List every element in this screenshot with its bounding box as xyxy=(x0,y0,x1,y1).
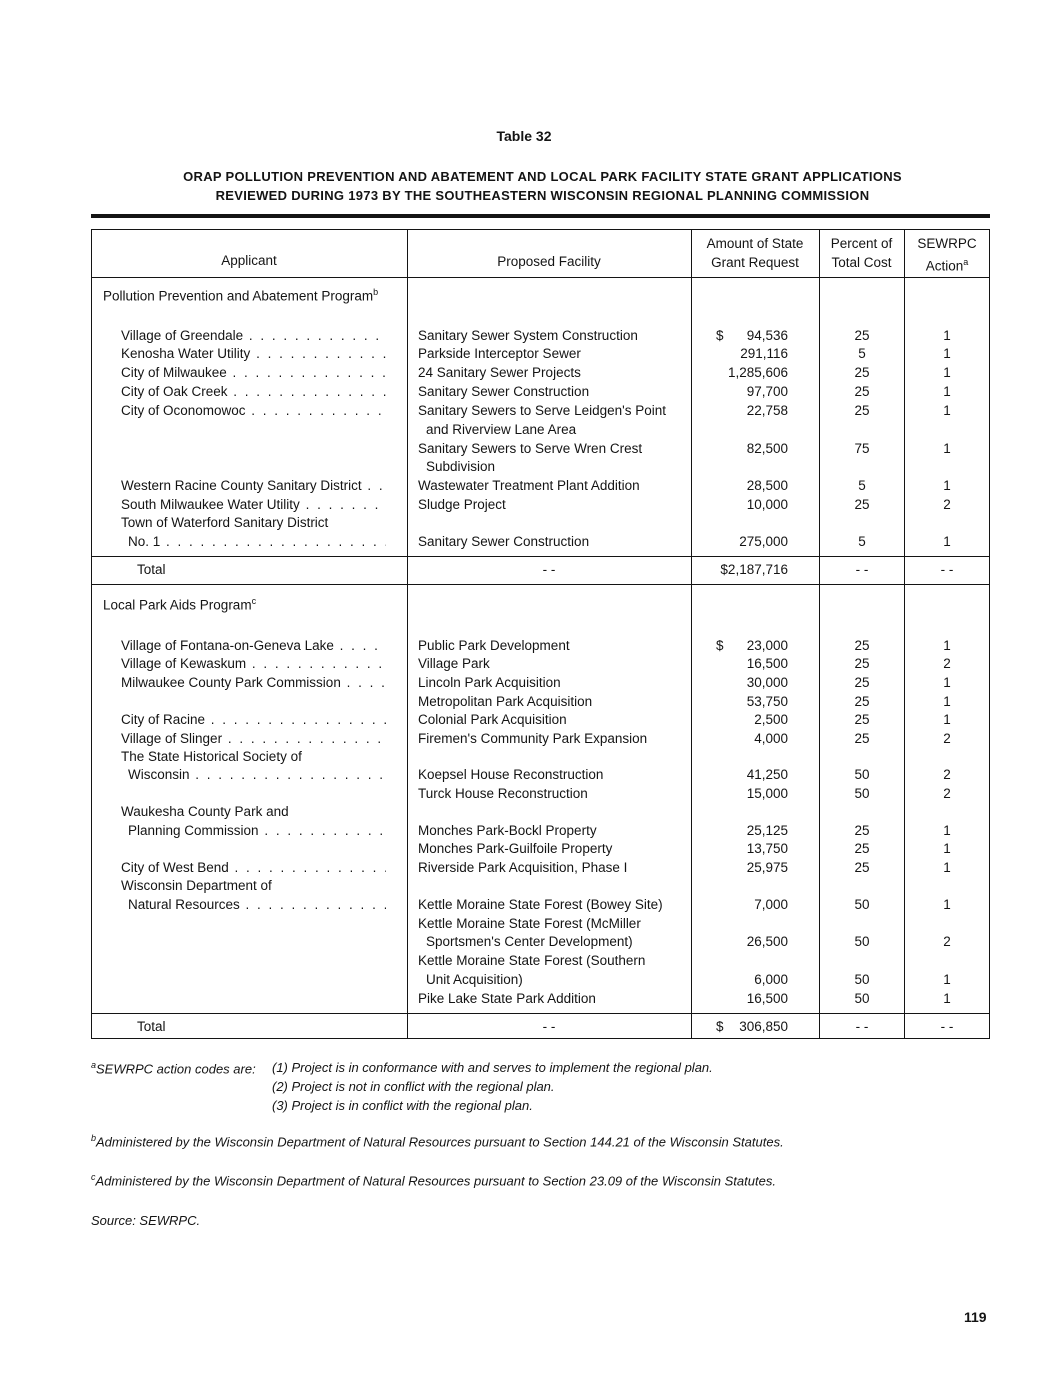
total-action: - - xyxy=(940,562,954,577)
percent-cell: 50 xyxy=(854,934,870,949)
action-cell: 1 xyxy=(943,972,951,987)
facility-cell: Firemen's Community Park Expansion xyxy=(418,731,648,746)
total-label: Total xyxy=(137,562,166,577)
applicant-cell: Natural Resources . . . xyxy=(128,895,386,914)
facility-cell: Sportsmen's Center Development) xyxy=(426,934,633,949)
facility-cell: Lincoln Park Acquisition xyxy=(418,675,561,690)
percent-cell: 25 xyxy=(854,656,870,671)
percent-cell: 25 xyxy=(854,675,870,690)
action-cell: 1 xyxy=(943,841,951,856)
header-percent: Percent of Total Cost xyxy=(830,236,893,270)
facility-cell: Wastewater Treatment Plant Addition xyxy=(418,478,640,493)
applicant-cell: City of Oak Creek . . . xyxy=(121,382,386,401)
facility-cell: Metropolitan Park Acquisition xyxy=(418,694,593,709)
facility-cell-continued: and Riverview Lane Area xyxy=(426,422,577,437)
percent-cell: 25 xyxy=(854,841,870,856)
facility-cell: Sanitary Sewers to Serve Leidgen's Point xyxy=(418,403,666,418)
percent-cell: 25 xyxy=(854,712,870,727)
percent-cell: 50 xyxy=(854,897,870,912)
facility-cell: Village Park xyxy=(418,656,490,671)
applicant-cell-prefix: The State Historical Society of xyxy=(121,749,302,764)
facility-cell: Riverside Park Acquisition, Phase I xyxy=(418,860,628,875)
action-cell: 2 xyxy=(943,934,951,949)
action-cell: 2 xyxy=(943,656,951,671)
header-applicant: Applicant xyxy=(221,253,277,268)
applicant-cell: Western Racine County Sanitary District . . . xyxy=(121,476,386,495)
total-percent: - - xyxy=(855,562,869,577)
applicant-cell: Kenosha Water Utility . . . xyxy=(121,344,386,363)
facility-cell: Sanitary Sewer Construction xyxy=(418,384,590,399)
section-divider xyxy=(91,584,990,585)
footnote-a: $^a$SEWRPC action codes are: xyxy=(91,1060,256,1077)
header-divider xyxy=(91,277,990,278)
applicant-cell-prefix: Wisconsin Department of xyxy=(121,878,272,893)
footnote-a-code: (3) Project is in conflict with the regional plan. xyxy=(272,1098,533,1113)
action-cell: 1 xyxy=(943,534,951,549)
total-divider xyxy=(91,556,990,557)
total-facility: - - xyxy=(542,1019,556,1034)
action-cell: 1 xyxy=(943,346,951,361)
percent-cell: 25 xyxy=(854,638,870,653)
action-cell: 1 xyxy=(943,991,951,1006)
section-title: Pollution Prevention and Abatement Program$^b$ xyxy=(103,287,379,304)
applicant-cell: Wisconsin . . . xyxy=(128,765,386,784)
percent-cell: 25 xyxy=(854,731,870,746)
applicant-cell: City of Milwaukee . . . xyxy=(121,363,386,382)
action-cell: 2 xyxy=(943,786,951,801)
percent-cell: 25 xyxy=(854,403,870,418)
percent-cell: 25 xyxy=(854,328,870,343)
action-cell: 1 xyxy=(943,860,951,875)
column-divider xyxy=(691,229,692,1039)
applicant-cell: City of Racine . . . xyxy=(121,710,386,729)
action-cell: 1 xyxy=(943,712,951,727)
percent-cell: 25 xyxy=(854,694,870,709)
applicant-cell: No. 1 . . . xyxy=(128,532,386,551)
table-label: Table 32 xyxy=(496,128,552,144)
facility-cell: Sanitary Sewers to Serve Wren Crest xyxy=(418,441,643,456)
percent-cell: 75 xyxy=(854,441,870,456)
action-cell: 1 xyxy=(943,403,951,418)
applicant-cell: Planning Commission . . . xyxy=(128,821,386,840)
title-line-2: REVIEWED DURING 1973 BY THE SOUTHEASTERN WISCONSIN REGIONAL PLANNING COMMISSION xyxy=(215,188,870,203)
header-amount: Amount of State Grant Request xyxy=(706,236,804,270)
applicant-cell: Village of Slinger . . . xyxy=(121,729,386,748)
facility-cell-prefix: Kettle Moraine State Forest (McMiller xyxy=(418,916,641,931)
footnote-a-code: (1) Project is in conformance with and serves to implement the regional plan. xyxy=(272,1060,713,1075)
applicant-cell-prefix: Waukesha County Park and xyxy=(121,804,289,819)
column-divider xyxy=(407,229,408,1039)
applicant-cell: City of Oconomowoc . . . xyxy=(121,401,386,420)
percent-cell: 5 xyxy=(858,478,866,493)
action-cell: 1 xyxy=(943,365,951,380)
title-line-1: ORAP POLLUTION PREVENTION AND ABATEMENT AND LOCAL PARK FACILITY STATE GRANT APPLICATIONS xyxy=(183,169,902,184)
applicant-cell: City of West Bend . . . xyxy=(121,858,386,877)
total-label: Total xyxy=(137,1019,166,1034)
header-facility: Proposed Facility xyxy=(497,254,601,269)
action-cell: 2 xyxy=(943,731,951,746)
applicant-cell: South Milwaukee Water Utility . . . xyxy=(121,495,386,514)
applicant-cell: Village of Fontana-on-Geneva Lake . . . xyxy=(121,636,386,655)
facility-cell: Koepsel House Reconstruction xyxy=(418,767,604,782)
action-cell: 1 xyxy=(943,675,951,690)
action-cell: 1 xyxy=(943,897,951,912)
facility-cell-continued: Subdivision xyxy=(426,459,496,474)
facility-cell: Sludge Project xyxy=(418,497,506,512)
header-action: SEWRPC Action$^a$ xyxy=(917,236,977,274)
facility-cell: Sanitary Sewer System Construction xyxy=(418,328,638,343)
percent-cell: 50 xyxy=(854,767,870,782)
percent-cell: 5 xyxy=(858,346,866,361)
applicant-cell: Milwaukee County Park Commission . . . xyxy=(121,673,386,692)
source-note: Source: SEWRPC. xyxy=(91,1213,201,1228)
percent-cell: 50 xyxy=(854,972,870,987)
action-cell: 1 xyxy=(943,328,951,343)
facility-cell: Kettle Moraine State Forest (Bowey Site) xyxy=(418,897,663,912)
action-cell: 1 xyxy=(943,384,951,399)
percent-cell: 5 xyxy=(858,534,866,549)
applicant-cell: Village of Kewaskum . . . xyxy=(121,654,386,673)
action-cell: 1 xyxy=(943,441,951,456)
facility-cell: Monches Park-Guilfoile Property xyxy=(418,841,613,856)
facility-cell: Sanitary Sewer Construction xyxy=(418,534,590,549)
facility-cell: 24 Sanitary Sewer Projects xyxy=(418,365,581,380)
percent-cell: 25 xyxy=(854,365,870,380)
action-cell: 1 xyxy=(943,638,951,653)
total-divider xyxy=(91,1013,990,1014)
facility-cell: Turck House Reconstruction xyxy=(418,786,588,801)
percent-cell: 25 xyxy=(854,860,870,875)
facility-cell: Pike Lake State Park Addition xyxy=(418,991,596,1006)
page-number: 119 xyxy=(964,1309,987,1325)
total-action: - - xyxy=(940,1019,954,1034)
applicant-cell-prefix: Town of Waterford Sanitary District xyxy=(121,515,329,530)
percent-cell: 25 xyxy=(854,384,870,399)
facility-cell-prefix: Kettle Moraine State Forest (Southern xyxy=(418,953,646,968)
percent-cell: 25 xyxy=(854,497,870,512)
title-rule xyxy=(91,214,990,218)
percent-cell: 25 xyxy=(854,823,870,838)
facility-cell: Unit Acquisition) xyxy=(426,972,523,987)
action-cell: 1 xyxy=(943,478,951,493)
action-cell: 2 xyxy=(943,497,951,512)
percent-cell: 50 xyxy=(854,991,870,1006)
facility-cell: Colonial Park Acquisition xyxy=(418,712,567,727)
action-cell: 1 xyxy=(943,694,951,709)
footnote-a-code: (2) Project is not in conflict with the regional plan. xyxy=(272,1079,555,1094)
facility-cell: Public Park Development xyxy=(418,638,570,653)
total-percent: - - xyxy=(855,1019,869,1034)
action-cell: 1 xyxy=(943,823,951,838)
footnote-b: $^b$Administered by the Wisconsin Department of Natural Resources pursuant to Section 144.21 of the Wisconsin Statutes. xyxy=(91,1133,784,1150)
section-title: Local Park Aids Program$^c$ xyxy=(103,596,257,613)
percent-cell: 50 xyxy=(854,786,870,801)
action-cell: 2 xyxy=(943,767,951,782)
total-facility: - - xyxy=(542,562,556,577)
applicant-cell: Village of Greendale . . . xyxy=(121,326,386,345)
footnote-c: $^c$Administered by the Wisconsin Department of Natural Resources pursuant to Section 23.09 of the Wisconsin Statutes. xyxy=(91,1172,776,1189)
facility-cell: Parkside Interceptor Sewer xyxy=(418,346,581,361)
facility-cell: Monches Park-Bockl Property xyxy=(418,823,597,838)
